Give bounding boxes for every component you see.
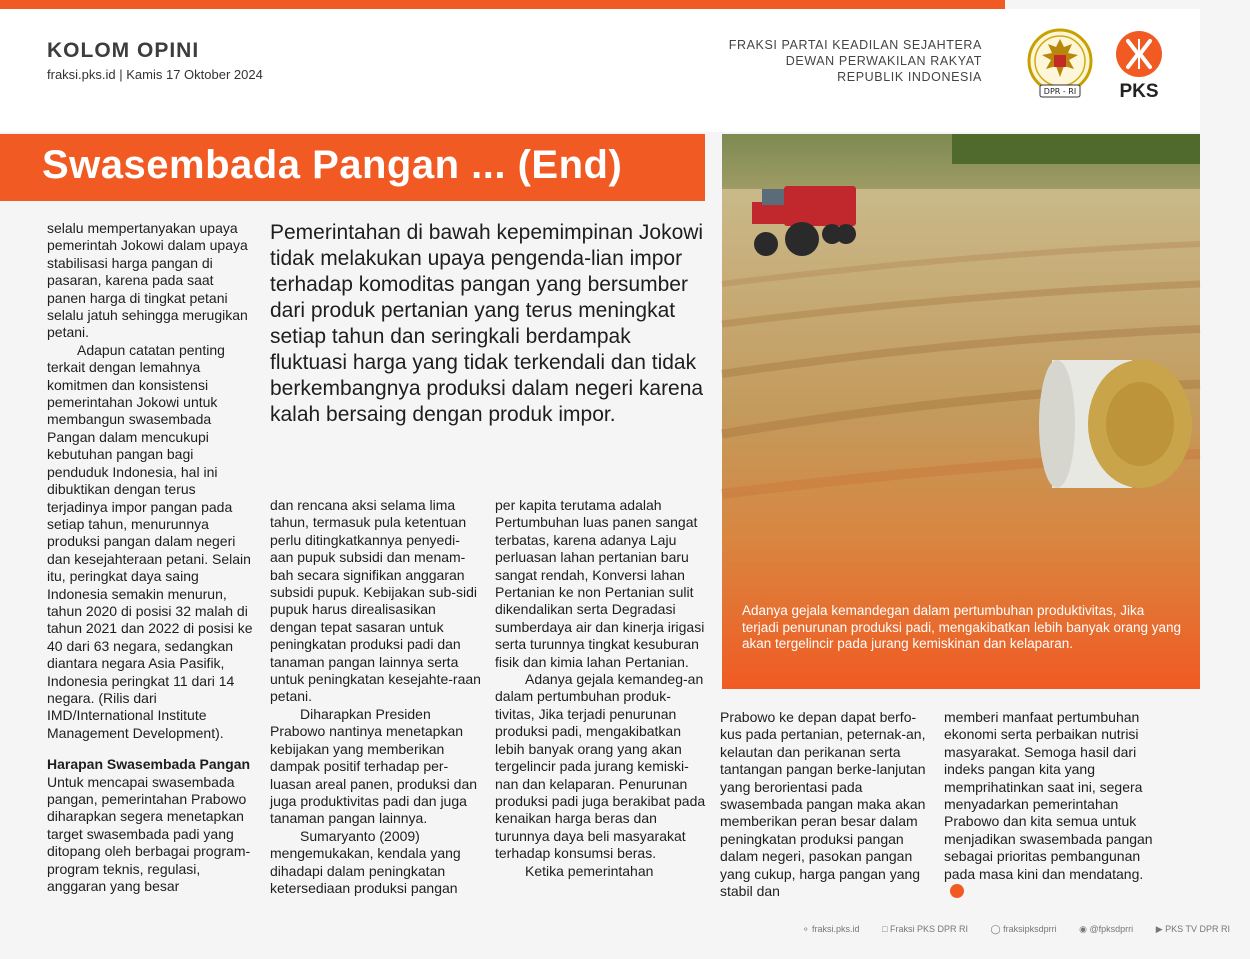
end-mark-icon xyxy=(950,884,964,898)
page-header xyxy=(0,9,1200,132)
facebook-link[interactable]: □ Fraksi PKS DPR RI xyxy=(882,924,969,934)
paragraph: dan rencana aksi selama lima tahun, termasuk pula ketentuan perlu ditingkatkannya penyedi-aan pupuk subsidi dan menam-bah secara signifikan anggaran subsidi pupuk. Kebijakan sub-sidi pupuk harus direalisasikan dengan tepat sasaran untuk peningkatan produksi padi dan tanaman pangan lainnya serta untuk peningkatan kesejahte-raan petani. xyxy=(270,497,481,705)
paragraph: Prabowo ke depan dapat berfo-kus pada pertanian, peternak-an, kelautan dan perikanan serta tantangan pangan berke-lanjutan yang berorientasi pada swasembada pangan maka akan memberikan peran besar dalam peningkatan produksi pangan dalam negeri, pasokan pangan yang cukup, harga pangan yang stabil dan xyxy=(720,709,926,900)
organization-name xyxy=(729,37,982,85)
paragraph: selalu mempertanyakan upaya pemerintah Jokowi dalam upaya stabilisasi harga pangan di pasaran, karena pada saat panen harga di tingkat petani selalu jatuh sehingga merugikan petani. xyxy=(47,220,248,341)
paragraph: Diharapkan Presiden Prabowo nantinya menetapkan kebijakan yang memberikan dampak positif terhadap per-luasan areal panen, produksi dan juga produktivitas padi dan juga tanaman pangan lainnya. xyxy=(270,705,478,827)
column-2 xyxy=(270,497,482,897)
web-link[interactable]: ⚬ fraksi.pks.id xyxy=(802,924,860,934)
org-line-1: FRAKSI PARTAI KEADILAN SEJAHTERA xyxy=(728,38,982,52)
photo-caption: Adanya gejala kemandegan dalam pertumbuhan produktivitas, Jika terjadi penurunan produksi padi, mengakibatkan lebih banyak orang yang akan tergelincir pada jurang kemiskinan dan kelaparan. xyxy=(742,603,1182,651)
section-label: KOLOM OPINI xyxy=(47,39,200,62)
paragraph: Sumaryanto (2009) mengemukakan, kendala yang dihadapi dalam peningkatan ketersediaan produksi pangan xyxy=(270,827,461,896)
youtube-link[interactable]: ▶ PKS TV DPR RI xyxy=(1155,924,1230,934)
lead-paragraph: Pemerintahan di bawah kepemimpinan Jokowi tidak melakukan upaya pengenda-lian impor terhadap komoditas pangan yang bersumber dari produk pertanian yang terus meningkat setiap tahun dan seringkali berdampak fluktuasi harga yang tidak terkendali dan tidak berkembangnya produksi dalam negeri karena kalah bersaing dengan produk impor. xyxy=(270,221,704,426)
paragraph xyxy=(944,709,1159,900)
twitter-link[interactable]: ◉ @fpksdprri xyxy=(1079,924,1134,934)
instagram-link[interactable]: ◯ fraksipksdprri xyxy=(990,924,1057,934)
social-links xyxy=(802,924,1250,935)
article-title: Swasembada Pangan ... (End) xyxy=(42,143,623,187)
paragraph: Untuk mencapai swasembada pangan, pemerintahan Prabowo diharapkan segera menetapkan target swasembada padi yang ditopang oleh berbagai program-program teknis, regulasi, anggaran yang besar xyxy=(47,773,251,895)
garuda-emblem-icon xyxy=(1026,27,1094,103)
dateline: fraksi.pks.id | Kamis 17 Oktober 2024 xyxy=(47,67,263,82)
emblem-text: DPR - RI xyxy=(1043,87,1077,96)
subheading: Harapan Swasembada Pangan xyxy=(47,756,251,773)
hay-bale-icon xyxy=(1039,360,1192,488)
pks-logo-text: PKS xyxy=(1119,81,1159,102)
pks-logo-icon xyxy=(1116,31,1162,77)
org-line-2: DEWAN PERWAKILAN RAKYAT xyxy=(785,54,982,68)
column-4 xyxy=(720,709,930,900)
paragraph: Ketika pemerintahan xyxy=(525,862,654,879)
paragraph: Adapun catatan penting terkait dengan lemahnya komitmen dan konsistensi pemerintahan Jokowi untuk membangun swasembada Pangan dalam mencukupi kebutuhan pangan bagi penduduk Indonesia, hal ini dibuktikan dengan terus terjadinya impor pangan pada setiap tahun, menurunnya produksi pangan dalam negeri dan kesejahteraan petani. Selain itu, peringkat daya saing Indonesia semakin menurun, tahun 2020 di posisi 32 malah di tahun 2021 dan 2022 di posisi ke 40 dari 63 negara, sedangkan diantara negara Asia Pasifik, Indonesia peringkat 11 dari 14 negara. (Rilis dari IMD/International Institute Management Development). xyxy=(47,341,253,741)
column-5 xyxy=(944,709,1159,900)
column-1 xyxy=(47,220,253,895)
paragraph: per kapita terutama adalah Pertumbuhan luas panen sangat terbatas, karena adanya Laju perluasan lahan pertanian baru sangat rendah, Konversi lahan Pertanian ke non Pertanian sulit dikendalikan serta Degradasi sumberdaya air dan kinerja irigasi serta turunnya tingkat kesuburan fisik dan kimia lahan Pertanian. xyxy=(495,497,705,670)
paragraph: Adanya gejala kemandeg-an dalam pertumbuhan produk-tivitas, Jika terjadi penurunan produksi padi, mengakibatkan lebih banyak orang yang akan tergelincir pada jurang kemiski-nan dan kelaparan. Penurunan produksi padi juga berakibat pada kenaikan harga beras dan turunnya daya beli masyarakat terhadap konsumsi beras. xyxy=(495,671,706,862)
column-3 xyxy=(495,497,707,880)
org-line-3: REPUBLIK INDONESIA xyxy=(837,70,982,84)
closing-text: memberi manfaat pertumbuhan ekonomi serta perbaikan nutrisi masyarakat. Semoga hasil dari indeks pangan kita yang memprihatinkan saat ini, segera menyadarkan pemerintahan Prabowo dan kita semua untuk menjadikan swasembada pangan sebagai prioritas pembangunan pada masa kini dan mendatang. xyxy=(944,709,1153,882)
title-band xyxy=(0,134,705,201)
top-accent-bar xyxy=(0,0,1005,9)
pks-logo xyxy=(1112,31,1166,103)
